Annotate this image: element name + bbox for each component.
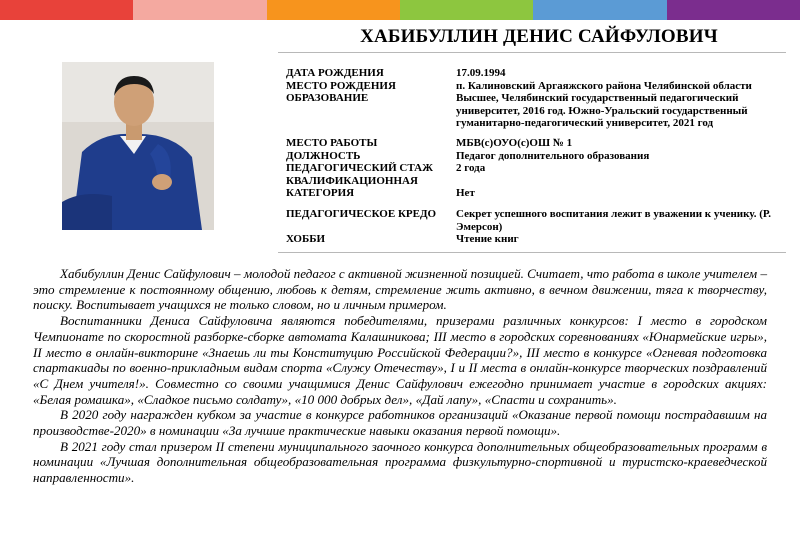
stripe-blue [533, 0, 666, 20]
info-label: МЕСТО РОЖДЕНИЯ [286, 79, 396, 92]
stripe-purple [667, 0, 800, 20]
info-row-category [286, 175, 786, 200]
info-row-credo [286, 208, 786, 233]
biography-paragraph: Воспитанники Дениса Сайфуловича являются победителями, призерами различных конкурсов: I место в городском Чемпионате по скоростной разборке-сборке автомата Калашникова; III место в городских соревнованиях «Юнармейские игры», II место в онлайн-викторине «Знаешь ли ты Конституцию Российской Федерации?», III место в конкурсе «Огневая подготовка спартакиады по военно-прикладным видам спорта «Служу Отечеству», I и II места в онлайн-конкурсе творческих поздравлений «С Днем учителя!». Совместно со своими учащимися Денис Сайфулович ежегодно принимает участие в городских акциях: «Белая ромашка», «Сладкое письмо солдату», «10 000 добрых дел», «Дай лапу», «Спасти и сохранить». [33, 313, 767, 407]
info-row-workplace [286, 137, 786, 150]
portrait-photo [62, 62, 214, 230]
info-row-experience [286, 162, 786, 175]
info-label: ДАТА РОЖДЕНИЯ [286, 67, 384, 79]
biography-paragraph: Хабибуллин Денис Сайфулович – молодой педагог с активной жизненной позицией. Считает, что работа в школе учителем – это стремление к постоянному общению, любовь к детям, стремление жить активно, в вечном движении, тяга к творчеству, поиску. Воспитывает учащихся не только словом, но и личным примером. [33, 266, 767, 313]
info-value: Секрет успешного воспитания лежит в уважении к ученику. (Р. Эмерсон) [456, 207, 771, 233]
stripe-green [400, 0, 533, 20]
title-divider [278, 52, 786, 53]
color-stripe [0, 0, 800, 20]
info-label: ОБРАЗОВАНИЕ [286, 92, 369, 105]
info-row-birthdate [286, 67, 786, 80]
info-row-birthplace [286, 80, 786, 93]
biography-text [33, 266, 767, 486]
stripe-orange [267, 0, 400, 20]
info-value: Педагог дополнительного образования [456, 149, 650, 162]
biography-paragraph: В 2020 году награжден кубком за участие в конкурсе работников организаций «Оказание первой помощи пострадавшим на производстве-2020» в номинации «За лучшие практические навыки оказания первой помощи». [33, 407, 767, 439]
info-value: Чтение книг [456, 233, 519, 246]
info-divider [278, 252, 786, 253]
info-value: Нет [456, 187, 475, 200]
info-value: 17.09.1994 [456, 67, 506, 79]
stripe-red [0, 0, 133, 20]
info-value: 2 года [456, 162, 486, 175]
info-row-education [286, 92, 786, 130]
page-title: ХАБИБУЛЛИН ДЕНИС САЙФУЛОВИЧ [360, 26, 718, 47]
info-label: ХОББИ [286, 233, 326, 246]
biography-paragraph: В 2021 году стал призером II степени муниципального заочного конкурса дополнительных общеобразовательных программ в номинации «Лучшая дополнительная общеобразовательная программа физкультурно-спортивной и туристско-краеведческой направленности». [33, 438, 767, 486]
info-row-position [286, 150, 786, 163]
info-value: МБВ(с)ОУО(с)ОШ № 1 [456, 136, 573, 149]
personal-info-table [286, 67, 786, 246]
info-label: КВАЛИФИКАЦИОННАЯ КАТЕГОРИЯ [286, 174, 418, 200]
info-label: ДОЛЖНОСТЬ [286, 149, 361, 162]
info-value: п. Калиновский Аргаяжского района Челябинской области [456, 79, 752, 92]
info-label: ПЕДАГОГИЧЕСКОЕ КРЕДО [286, 207, 437, 220]
info-label: ПЕДАГОГИЧЕСКИЙ СТАЖ [286, 162, 433, 175]
info-value: Высшее, Челябинский государственный педагогический университет, 2016 год. Южно-Уральский государственный гуманитарно-педагогический университет, 2021 год [456, 92, 748, 130]
stripe-pink [133, 0, 266, 20]
info-label: МЕСТО РАБОТЫ [286, 136, 378, 149]
info-row-hobby [286, 233, 786, 246]
